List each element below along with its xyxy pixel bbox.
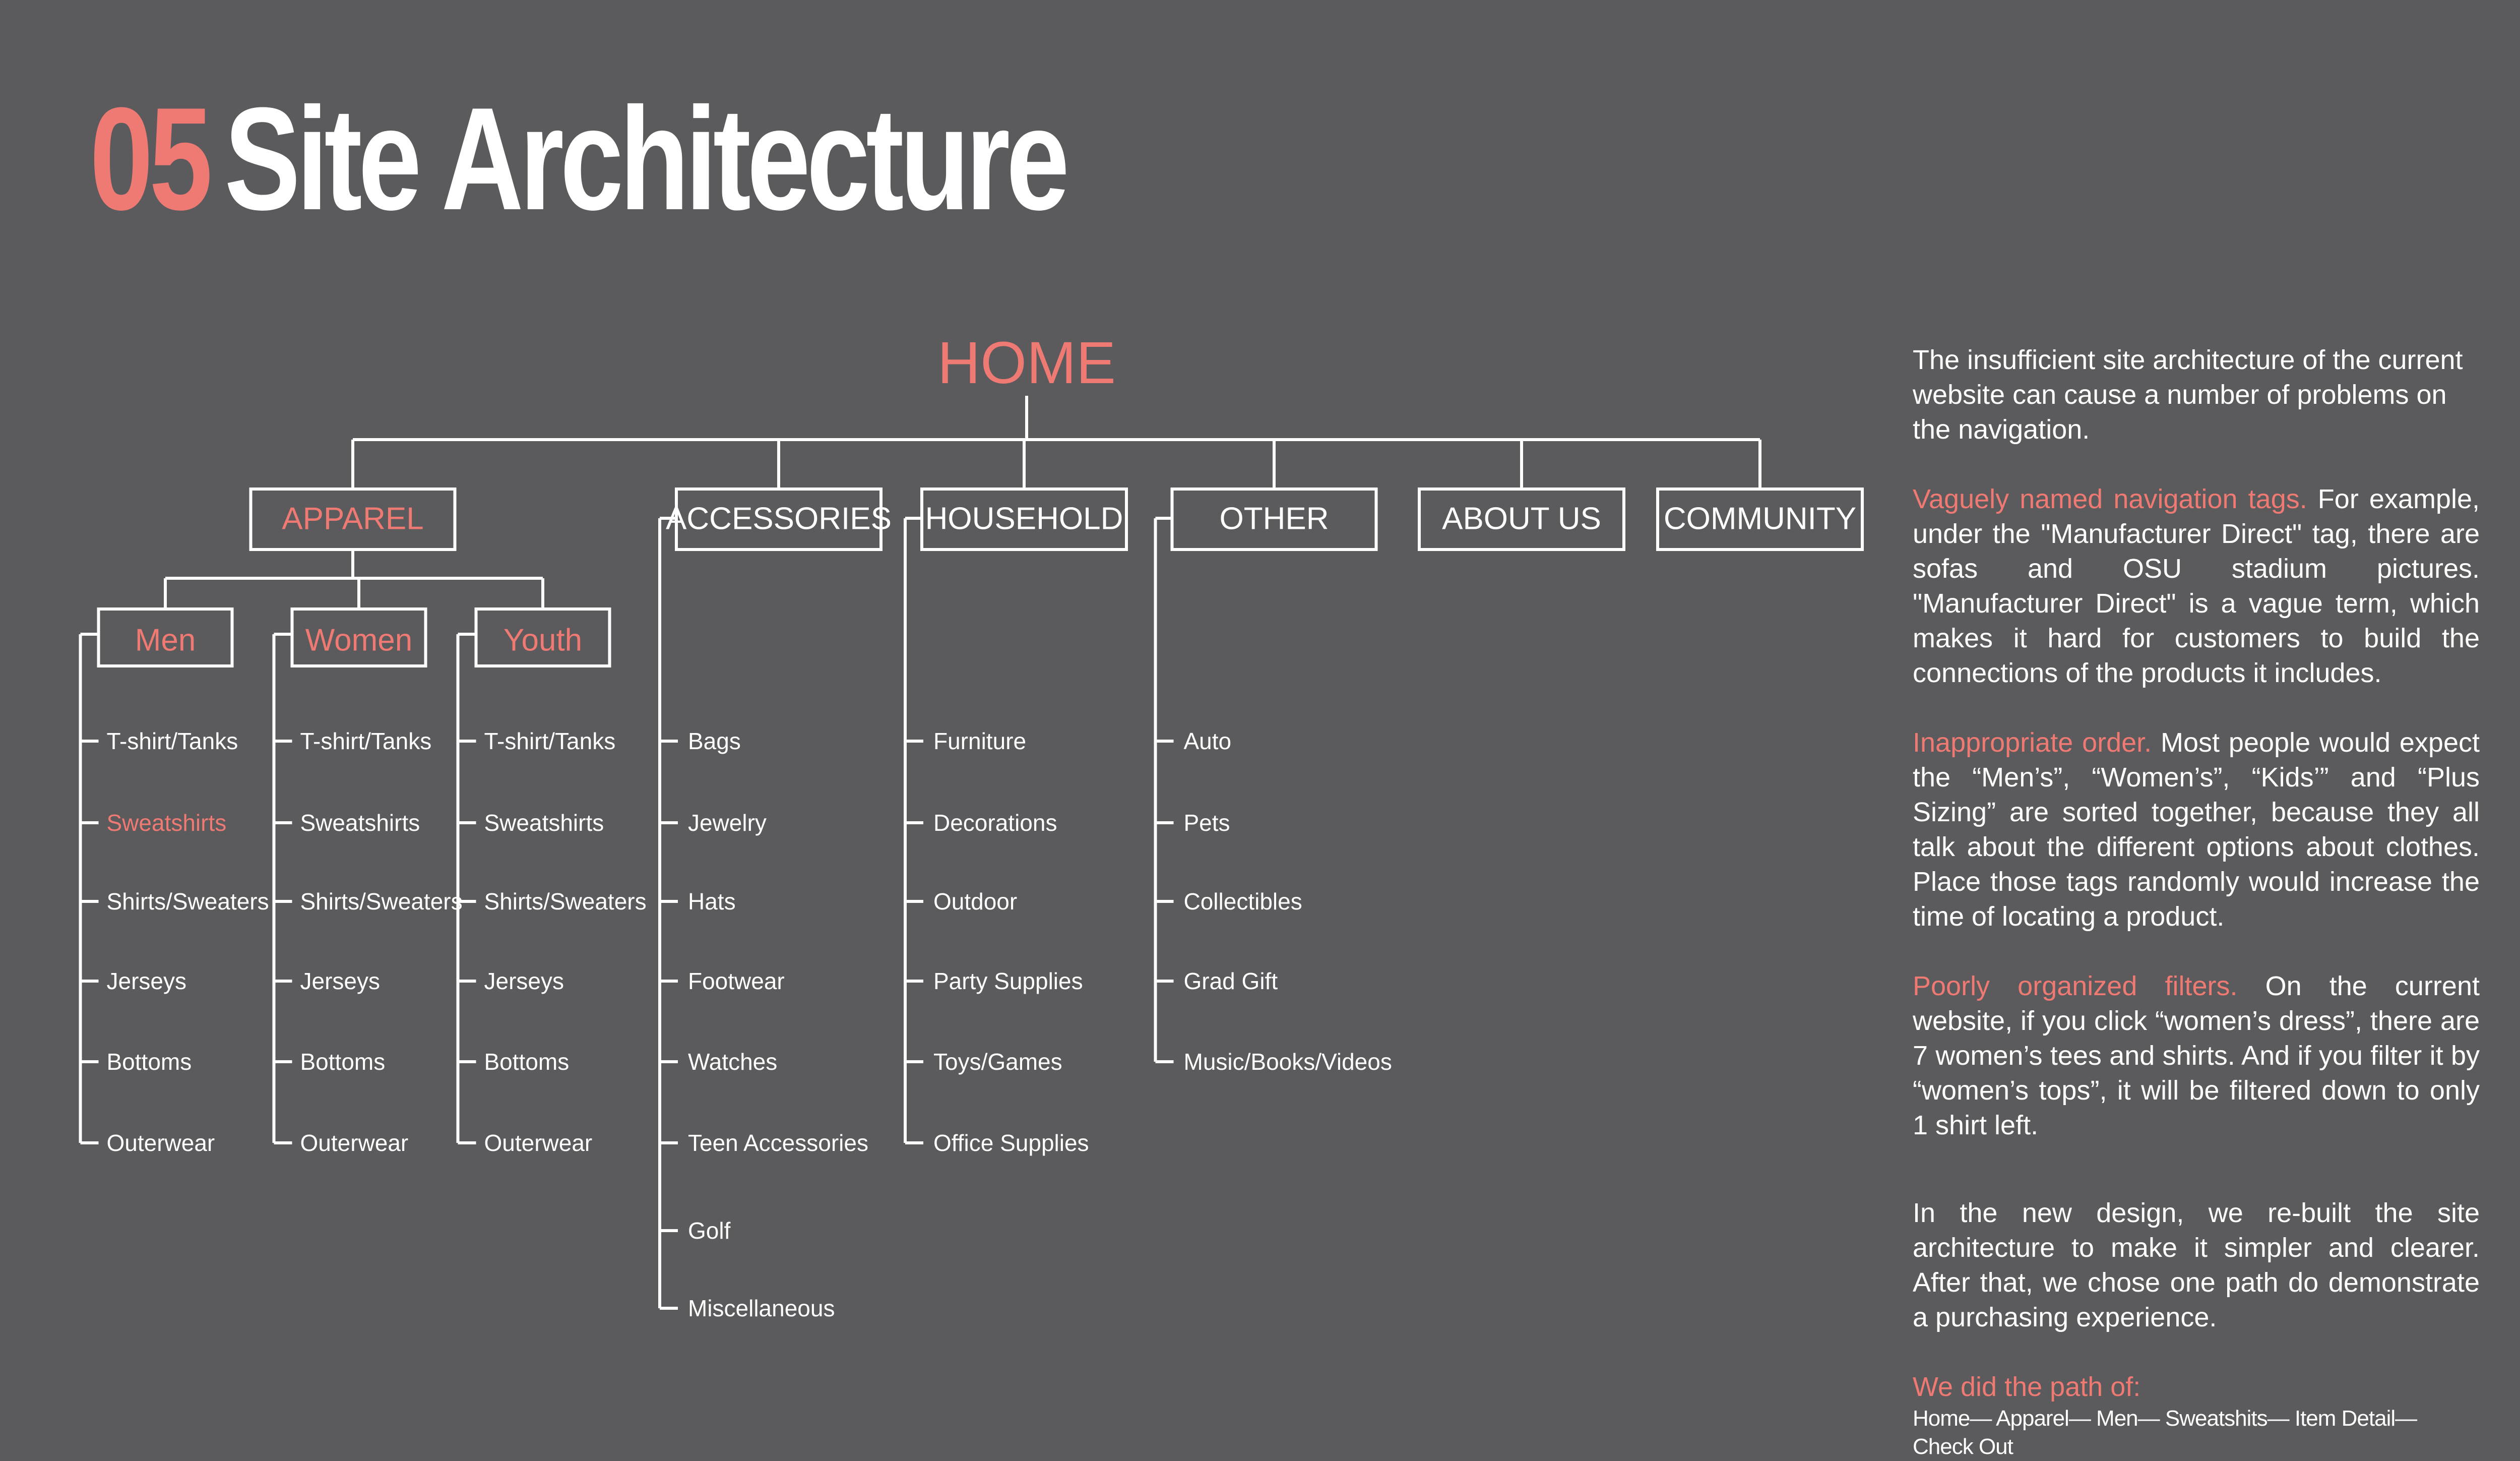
other-item-music-books-videos: Music/Books/Videos xyxy=(1183,1049,1392,1075)
vague-tags-body: For example, under the "Manufacturer Direct" tag, there are sofas and OSU stadium pictures. "Manufacturer Direct" is a vague term, which makes it hard for customers to build the connections of the products it includes. xyxy=(1913,484,2480,688)
household-item-furniture: Furniture xyxy=(933,728,1027,754)
node-women: Women xyxy=(305,623,413,658)
women-item-jerseys: Jerseys xyxy=(300,968,380,994)
home-node: HOME xyxy=(937,330,1116,396)
node-other: OTHER xyxy=(1219,501,1329,536)
women-item-t-shirt-tanks: T-shirt/Tanks xyxy=(300,728,432,754)
new-design-paragraph: In the new design, we re-built the site architecture to make it simpler and clearer. After that, we chose one path do demonstrate a purchasing experience. xyxy=(1913,1198,2480,1332)
men-item-sweatshirts: Sweatshirts xyxy=(106,810,227,836)
order-heading: Inappropriate order. xyxy=(1913,727,2152,758)
other-item-auto: Auto xyxy=(1183,728,1232,754)
household-item-outdoor: Outdoor xyxy=(933,888,1018,915)
women-item-outerwear: Outerwear xyxy=(300,1130,409,1156)
order-body: Most people would expect the “Men’s”, “Women’s”, “Kids’” and “Plus Sizing” are sorted together, because they all talk about the different options about clothes. Place those tags randomly would increase the time of locating a product. xyxy=(1913,727,2480,932)
youth-item-shirts-sweaters: Shirts/Sweaters xyxy=(484,888,647,915)
other-item-grad-gift: Grad Gift xyxy=(1183,968,1278,994)
order-paragraph xyxy=(1913,725,2480,934)
other-item-pets: Pets xyxy=(1183,810,1230,836)
women-item-sweatshirts: Sweatshirts xyxy=(300,810,420,836)
men-item-outerwear: Outerwear xyxy=(106,1130,215,1156)
household-item-decorations: Decorations xyxy=(933,810,1057,836)
vague-tags-paragraph xyxy=(1913,482,2480,691)
node-apparel: APPAREL xyxy=(282,501,424,536)
other-item-collectibles: Collectibles xyxy=(1183,888,1302,915)
path-heading: We did the path of: xyxy=(1913,1372,2141,1402)
accessories-item-miscellaneous: Miscellaneous xyxy=(688,1295,835,1321)
accessories-item-watches: Watches xyxy=(688,1049,778,1075)
accessories-item-golf: Golf xyxy=(688,1218,731,1244)
purchase-path: Home— Apparel— Men— Sweatshits— Item Detail— Check Out xyxy=(1913,1406,2417,1459)
section-number: 05 xyxy=(90,77,209,240)
women-item-shirts-sweaters: Shirts/Sweaters xyxy=(300,888,463,915)
explanation-panel xyxy=(1913,343,2480,1461)
women-item-bottoms: Bottoms xyxy=(300,1049,386,1075)
node-men: Men xyxy=(135,623,196,658)
household-item-office-supplies: Office Supplies xyxy=(933,1130,1089,1156)
accessories-item-teen-accessories: Teen Accessories xyxy=(688,1130,868,1156)
men-item-bottoms: Bottoms xyxy=(106,1049,192,1075)
men-item-shirts-sweaters: Shirts/Sweaters xyxy=(106,888,269,915)
vague-tags-heading: Vaguely named navigation tags. xyxy=(1913,484,2307,514)
filters-paragraph xyxy=(1913,969,2480,1143)
accessories-item-footwear: Footwear xyxy=(688,968,785,994)
men-item-t-shirt-tanks: T-shirt/Tanks xyxy=(106,728,238,754)
node-about-us: ABOUT US xyxy=(1442,501,1601,536)
title-text: Site Architecture xyxy=(224,77,1066,240)
filters-body: On the current website, if you click “women’s dress”, there are 7 women’s tees and shirts. And if you filter it by “women’s tops”, it will be filtered down to only 1 shirt left. xyxy=(1913,971,2480,1140)
accessories-item-bags: Bags xyxy=(688,728,741,754)
household-item-party-supplies: Party Supplies xyxy=(933,968,1083,994)
filters-heading: Poorly organized filters. xyxy=(1913,971,2238,1001)
youth-item-bottoms: Bottoms xyxy=(484,1049,570,1075)
youth-item-jerseys: Jerseys xyxy=(484,968,564,994)
node-youth: Youth xyxy=(503,623,583,658)
node-community: COMMUNITY xyxy=(1663,501,1857,536)
node-accessories: ACCESSORIES xyxy=(666,501,892,536)
node-household: HOUSEHOLD xyxy=(925,501,1123,536)
accessories-item-jewelry: Jewelry xyxy=(688,810,767,836)
men-item-jerseys: Jerseys xyxy=(106,968,186,994)
youth-item-sweatshirts: Sweatshirts xyxy=(484,810,604,836)
household-item-toys-games: Toys/Games xyxy=(933,1049,1062,1075)
youth-item-outerwear: Outerwear xyxy=(484,1130,593,1156)
youth-item-t-shirt-tanks: T-shirt/Tanks xyxy=(484,728,616,754)
intro-paragraph: The insufficient site architecture of the current website can cause a number of problems on the navigation. xyxy=(1913,345,2463,445)
accessories-item-hats: Hats xyxy=(688,888,736,915)
